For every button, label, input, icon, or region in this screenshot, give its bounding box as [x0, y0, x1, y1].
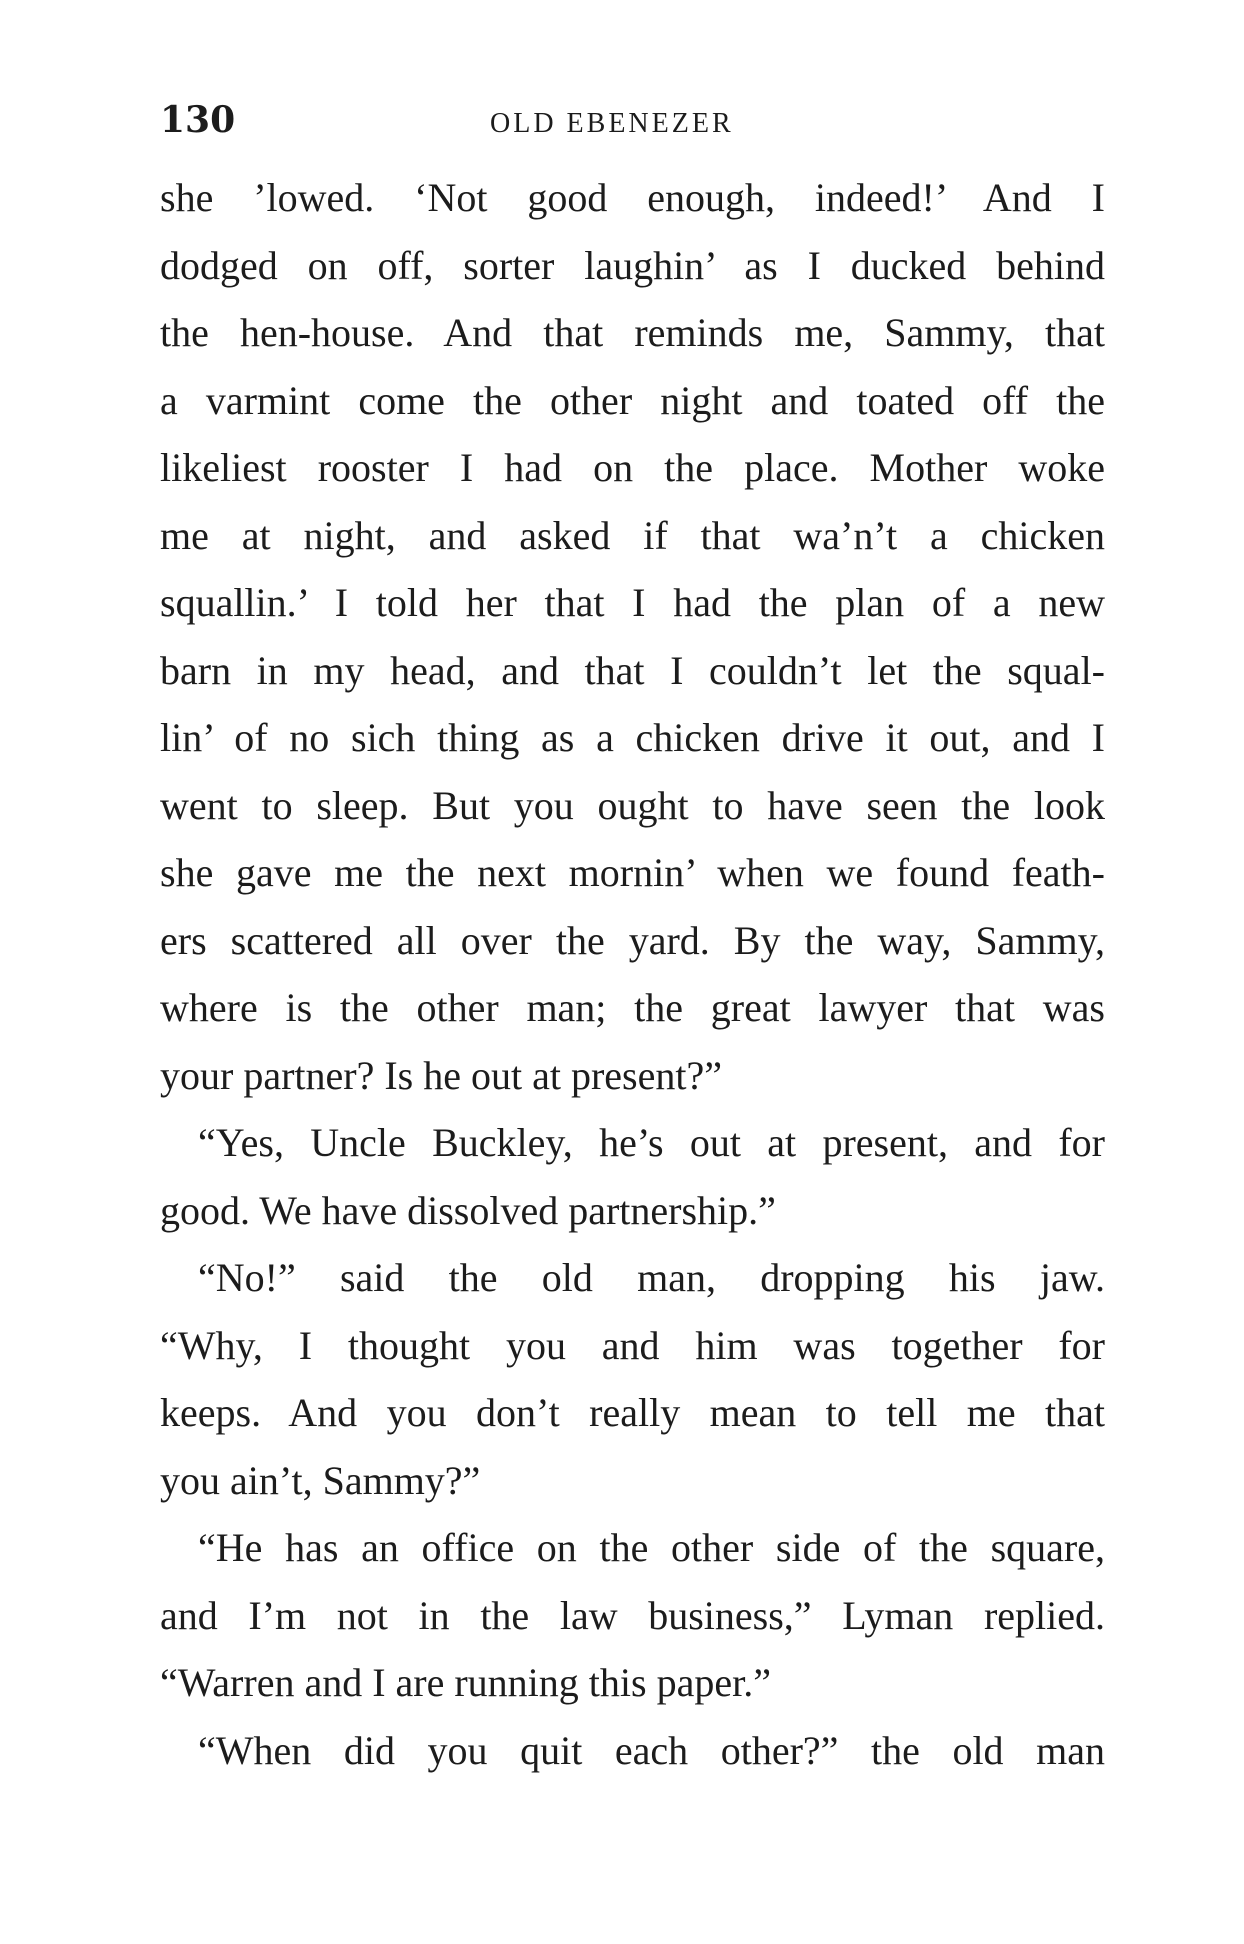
text-line: “When did you quit each other?” the old man [198, 1727, 1105, 1773]
text-line: lin’ of no sich thing as a chicken drive it out, and I [160, 715, 1105, 760]
text-line: ers scattered all over the yard. By the way, Sammy, [160, 917, 1105, 963]
text-line: she ’lowed. ‘Not good enough, indeed!’ And I [160, 175, 1105, 220]
text-line: and I’m not in the law business,” Lyman replied. [160, 1592, 1105, 1638]
text-line: likeliest rooster I had on the place. Mother woke [160, 445, 1105, 490]
text-line: the hen-house. And that reminds me, Sammy, that [160, 310, 1105, 355]
text-line: “He has an office on the other side of the square, [198, 1525, 1105, 1570]
text-line: keeps. And you don’t really mean to tell me that [160, 1390, 1105, 1435]
text-line: went to sleep. But you ought to have seen the look [160, 782, 1105, 828]
text-line: squallin.’ I told her that I had the plan of a new [160, 580, 1105, 625]
text-line: me at night, and asked if that wa’n’t a chicken [160, 512, 1105, 558]
body-text [160, 164, 1105, 1784]
text-line: a varmint come the other night and toated off the [160, 377, 1105, 423]
text-line: your partner? Is he out at present?” [160, 1052, 722, 1098]
running-title: OLD EBENEZER [490, 108, 734, 139]
text-line: “No!” said the old man, dropping his jaw. [198, 1255, 1105, 1300]
page-number: 130 [160, 99, 236, 141]
text-line: “Yes, Uncle Buckley, he’s out at present, and for [198, 1120, 1105, 1165]
text-line: she gave me the next mornin’ when we found feath- [160, 850, 1105, 895]
text-line: dodged on off, sorter laughin’ as I ducked behind [160, 242, 1105, 288]
text-line: “Warren and I are running this paper.” [160, 1660, 771, 1705]
text-line: where is the other man; the great lawyer that was [160, 985, 1105, 1030]
running-head [160, 95, 1105, 145]
text-line: good. We have dissolved partnership.” [160, 1187, 776, 1233]
text-line: you ain’t, Sammy?” [160, 1457, 481, 1503]
text-line: “Why, I thought you and him was together for [160, 1322, 1105, 1368]
text-line: barn in my head, and that I couldn’t let the squal- [160, 647, 1105, 693]
